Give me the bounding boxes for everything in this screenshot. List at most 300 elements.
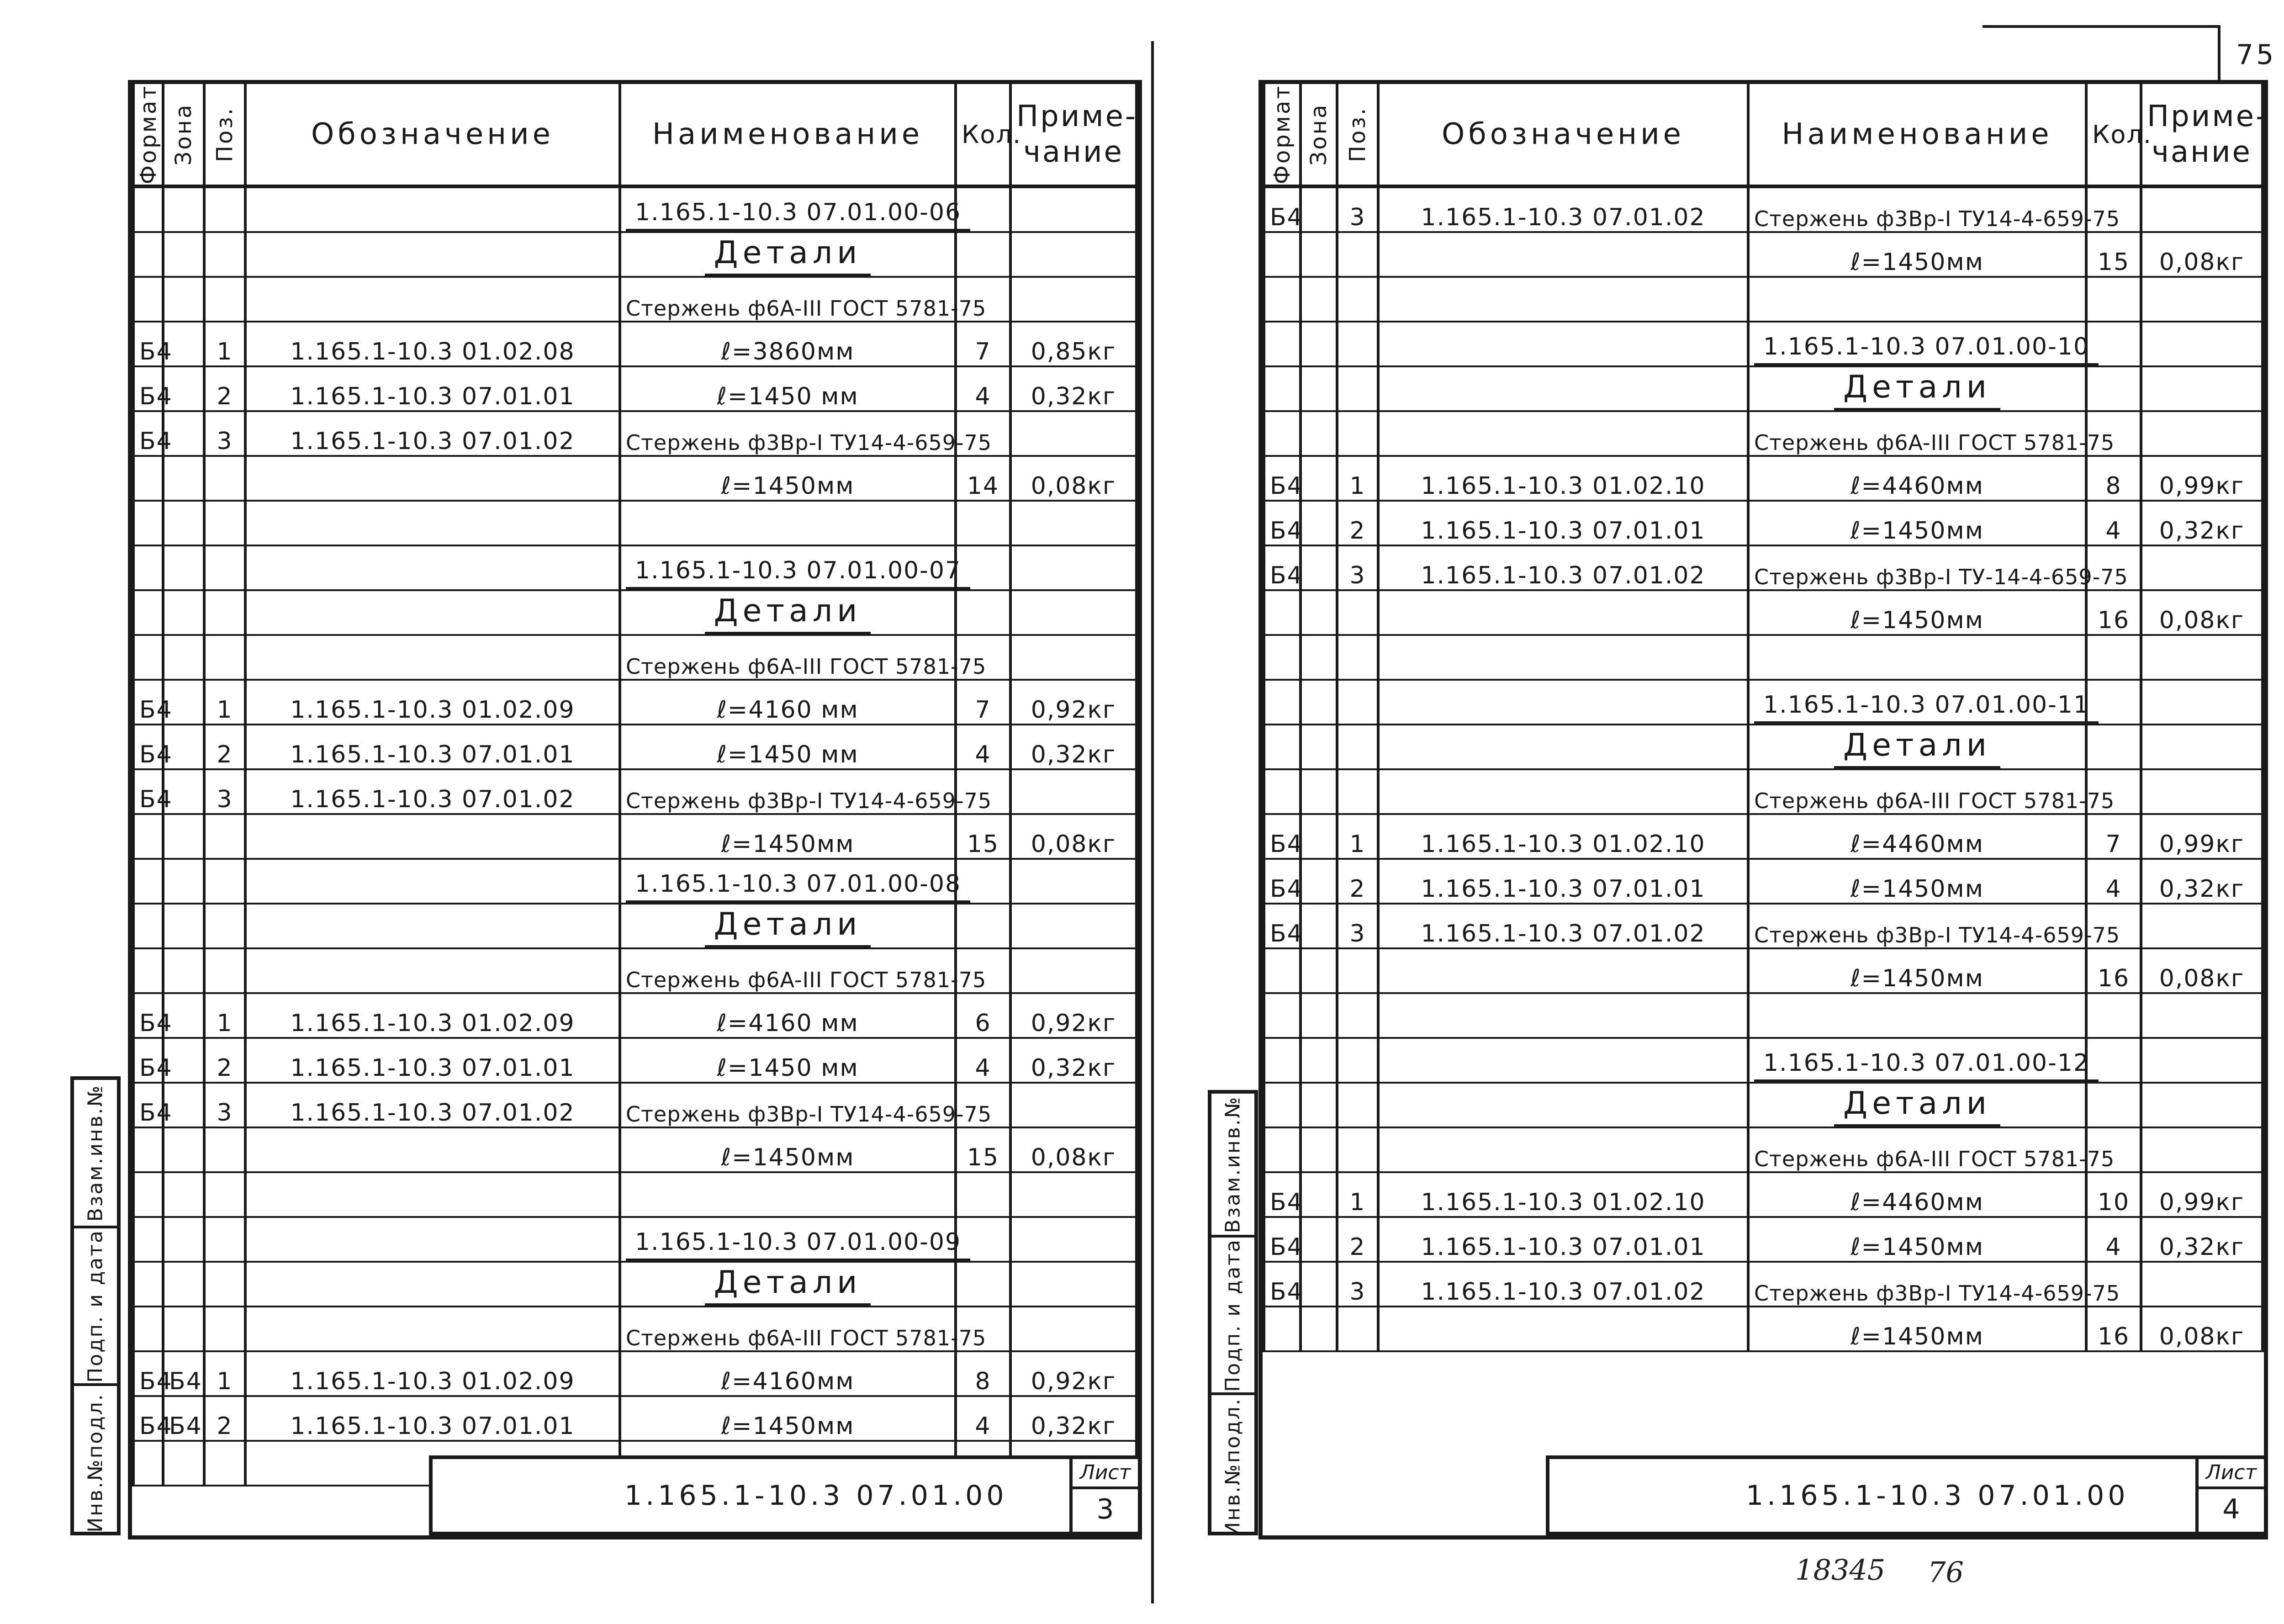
cell-format — [133, 456, 163, 501]
cell-format: Б4 — [1264, 1172, 1301, 1217]
cell — [204, 501, 245, 545]
cell-format: Б4 — [1264, 859, 1301, 904]
left-binding-label-2: Подп. и дата — [84, 1229, 107, 1383]
cell-zone — [1301, 1172, 1337, 1217]
table-row — [1264, 1217, 2263, 1262]
cell-note: 0,32кг — [2141, 501, 2263, 545]
cell-group — [1748, 1038, 2090, 1083]
cell-position: 3 — [204, 1083, 245, 1127]
cell-position: 1 — [204, 680, 245, 725]
cell — [1010, 590, 1137, 635]
section-title: Детали — [705, 235, 871, 276]
cell — [245, 1307, 620, 1351]
cell — [620, 1172, 956, 1217]
cell-note: 0,32кг — [1010, 366, 1137, 411]
cell-format: Б4 — [133, 322, 163, 366]
left-sheet-label: Лист — [1073, 1459, 1138, 1489]
cell — [133, 859, 163, 904]
cell-name: Стержень ф3Вр-I ТУ14-4-659-75 — [1748, 186, 2086, 232]
cell-quantity: 4 — [2086, 859, 2141, 904]
cell — [163, 232, 204, 277]
cell — [1301, 1038, 1337, 1083]
cell-quantity: 6 — [956, 993, 1010, 1038]
cell — [163, 948, 204, 993]
cell — [1378, 277, 1748, 322]
cell-position: 1 — [204, 993, 245, 1038]
cell-name: ℓ=1450мм — [1748, 1217, 2086, 1262]
cell-zone — [1301, 1262, 1337, 1307]
right-binding-strip — [1208, 1090, 1258, 1535]
cell-material: Стержень ф6A-III ГОСТ 5781-75 — [620, 635, 956, 680]
cell — [163, 904, 204, 948]
cell — [1010, 545, 1137, 590]
handwritten-mark: 76 — [1928, 1555, 1964, 1589]
cell-format: Б4 — [133, 1396, 163, 1441]
cell-quantity: 4 — [956, 366, 1010, 411]
cell — [133, 1307, 163, 1351]
cell-note — [2141, 186, 2263, 232]
cell — [2141, 277, 2263, 322]
cell — [1264, 277, 1301, 322]
cell — [1337, 1127, 1378, 1172]
cell-note — [1010, 769, 1137, 814]
header-note: Приме- чание — [1010, 84, 1137, 186]
table-row — [1264, 814, 2263, 859]
cell-note: 0,32кг — [1010, 1038, 1137, 1083]
table-row — [133, 948, 1137, 993]
cell-section — [1748, 1083, 2086, 1127]
group-designation: 1.165.1-10.3 07.01.00-07 — [626, 557, 970, 589]
header-pos-label: Поз. — [212, 106, 238, 163]
cell — [2086, 366, 2141, 411]
group-designation: 1.165.1-10.3 07.01.00-11 — [1754, 691, 2099, 724]
cell — [1264, 411, 1301, 456]
table-row — [1264, 411, 2263, 456]
cell — [1748, 277, 2086, 322]
cell-quantity: 7 — [956, 322, 1010, 366]
cell-name: ℓ=1450мм — [620, 456, 956, 501]
cell — [1010, 186, 1137, 232]
left-sheet-number: 3 — [1096, 1493, 1114, 1525]
table-row — [1264, 1127, 2263, 1172]
cell-material: Стержень ф6A-III ГОСТ 5781-75 — [1748, 411, 2086, 456]
cell — [245, 635, 620, 680]
cell — [1337, 680, 1378, 725]
table-row — [1264, 545, 2263, 590]
cell — [204, 859, 245, 904]
right-sheet-number: 4 — [2222, 1493, 2240, 1525]
cell-zone — [1301, 456, 1337, 501]
table-row — [1264, 680, 2263, 725]
left-sheet — [84, 80, 1142, 1539]
cell-group — [1748, 322, 2090, 366]
cell-section — [620, 1262, 956, 1307]
cell-note: 0,32кг — [1010, 1396, 1137, 1441]
cell-zone — [1301, 545, 1337, 590]
header-zone — [1301, 84, 1337, 186]
cell — [163, 277, 204, 322]
cell-zone: Б4 — [163, 1351, 204, 1396]
cell-designation: 1.165.1-10.3 01.02.10 — [1378, 1172, 1748, 1217]
cell — [204, 186, 245, 232]
cell-format: Б4 — [133, 993, 163, 1038]
cell — [1337, 277, 1378, 322]
cell-name: ℓ=1450 мм — [620, 725, 956, 769]
cell — [1010, 948, 1137, 993]
cell-note: 0,92кг — [1010, 1351, 1137, 1396]
table-row — [133, 1351, 1137, 1396]
table-row — [133, 232, 1137, 277]
cell — [245, 277, 620, 322]
left-title-code: 1.165.1-10.3 07.01.00 — [624, 1479, 1008, 1512]
cell — [163, 590, 204, 635]
cell — [245, 1172, 620, 1217]
left-binding-strip — [70, 1076, 121, 1535]
cell-designation: 1.165.1-10.3 07.01.02 — [1378, 545, 1748, 590]
cell-name: Стержень ф3Вр-I ТУ14-4-659-75 — [620, 411, 956, 456]
table-row — [1264, 993, 2263, 1038]
cell — [1010, 859, 1137, 904]
cell-position — [1337, 948, 1378, 993]
cell — [1378, 635, 1748, 680]
cell-note: 0,32кг — [2141, 1217, 2263, 1262]
cell — [2141, 993, 2263, 1038]
left-spec-table — [132, 84, 1138, 1486]
cell — [245, 232, 620, 277]
cell-quantity: 10 — [2086, 1172, 2141, 1217]
cell — [204, 590, 245, 635]
cell — [204, 1217, 245, 1262]
cell — [2141, 1127, 2263, 1172]
table-row — [133, 769, 1137, 814]
cell-note: 0,08кг — [1010, 814, 1137, 859]
left-binding-label-3: Взам.инв.№ — [84, 1084, 107, 1222]
table-row — [1264, 232, 2263, 277]
table-row — [1264, 1262, 2263, 1307]
cell-format: Б4 — [133, 1083, 163, 1127]
cell-format — [1264, 232, 1301, 277]
cell-name: ℓ=4160 мм — [620, 993, 956, 1038]
cell-note — [2141, 545, 2263, 590]
table-row — [1264, 186, 2263, 232]
cell-name: ℓ=1450мм — [1748, 948, 2086, 993]
cell-quantity: 4 — [2086, 1217, 2141, 1262]
cell — [2141, 1038, 2263, 1083]
cell-quantity: 15 — [2086, 232, 2141, 277]
cell-format: Б4 — [133, 1351, 163, 1396]
cell-designation: 1.165.1-10.3 07.01.01 — [245, 1038, 620, 1083]
cell-designation: 1.165.1-10.3 01.02.09 — [245, 680, 620, 725]
cell — [204, 1172, 245, 1217]
cell-designation: 1.165.1-10.3 07.01.02 — [245, 411, 620, 456]
cell — [204, 1307, 245, 1351]
cell-note — [2141, 904, 2263, 948]
cell-position: 1 — [204, 322, 245, 366]
cell — [204, 1262, 245, 1307]
header-format — [1264, 84, 1301, 186]
cell-zone — [1301, 948, 1337, 993]
cell-note: 0,85кг — [1010, 322, 1137, 366]
cell — [1264, 635, 1301, 680]
group-designation: 1.165.1-10.3 07.01.00-09 — [626, 1228, 970, 1261]
cell — [204, 232, 245, 277]
cell — [245, 545, 620, 590]
cell — [133, 635, 163, 680]
cell — [1748, 635, 2086, 680]
cell-position: 2 — [1337, 859, 1378, 904]
cell-position: 2 — [204, 725, 245, 769]
cell-quantity: 4 — [956, 1038, 1010, 1083]
cell-quantity: 8 — [2086, 456, 2141, 501]
cell-name: Стержень ф3Вр-I ТУ-14-4-659-75 — [1748, 545, 2086, 590]
cell — [1337, 725, 1378, 769]
cell-quantity: 7 — [2086, 814, 2141, 859]
table-row — [133, 859, 1137, 904]
cell-designation — [1378, 1307, 1748, 1351]
cell — [1378, 680, 1748, 725]
cell — [1378, 1038, 1748, 1083]
cell-position: 1 — [1337, 1172, 1378, 1217]
table-row — [133, 1217, 1137, 1262]
table-row — [1264, 769, 2263, 814]
cell-format: Б4 — [133, 1038, 163, 1083]
cell — [1264, 769, 1301, 814]
cell-quantity: 15 — [956, 1127, 1010, 1172]
cell — [1378, 725, 1748, 769]
cell — [133, 904, 163, 948]
cell-name: ℓ=3860мм — [620, 322, 956, 366]
cell — [1264, 680, 1301, 725]
cell-material: Стержень ф6A-III ГОСТ 5781-75 — [620, 1307, 956, 1351]
cell-note: 0,08кг — [2141, 590, 2263, 635]
cell-zone — [1301, 232, 1337, 277]
cell-material: Стержень ф6A-III ГОСТ 5781-75 — [1748, 769, 2086, 814]
table-row — [133, 545, 1137, 590]
cell — [163, 859, 204, 904]
right-binding-label-3: Взам.инв.№ — [1221, 1095, 1245, 1233]
cell-note: 0,99кг — [2141, 1172, 2263, 1217]
cell-position — [204, 814, 245, 859]
cell-format: Б4 — [133, 411, 163, 456]
right-title-code: 1.165.1-10.3 07.01.00 — [1746, 1479, 2129, 1512]
header-row — [1264, 84, 2263, 186]
cell — [133, 1441, 163, 1486]
section-title: Детали — [1834, 727, 2000, 768]
cell — [1378, 1127, 1748, 1172]
cell — [1301, 769, 1337, 814]
cell-zone — [1301, 859, 1337, 904]
cell-zone — [1301, 1307, 1337, 1351]
cell-quantity: 14 — [956, 456, 1010, 501]
cell-name: Стержень ф3Вр-I ТУ14-4-659-75 — [620, 769, 956, 814]
cell-format: Б4 — [1264, 545, 1301, 590]
cell-designation: 1.165.1-10.3 07.01.02 — [1378, 904, 1748, 948]
cell-format: Б4 — [133, 769, 163, 814]
cell-format: Б4 — [133, 680, 163, 725]
cell-quantity: 15 — [956, 814, 1010, 859]
cell — [245, 186, 620, 232]
cell — [620, 501, 956, 545]
cell-note: 0,08кг — [1010, 456, 1137, 501]
cell-position: 2 — [204, 1396, 245, 1441]
cell-position: 1 — [1337, 456, 1378, 501]
cell-section — [620, 904, 956, 948]
group-designation: 1.165.1-10.3 07.01.00-12 — [1754, 1049, 2099, 1082]
cell — [956, 1262, 1010, 1307]
cell-section — [620, 232, 956, 277]
table-row — [133, 411, 1137, 456]
cell — [1378, 411, 1748, 456]
cell-zone — [1301, 590, 1337, 635]
cell-format — [1264, 1307, 1301, 1351]
cell-position: 3 — [1337, 1262, 1378, 1307]
table-row — [133, 366, 1137, 411]
cell-position: 2 — [1337, 1217, 1378, 1262]
cell — [2141, 725, 2263, 769]
cell — [245, 501, 620, 545]
cell-position — [1337, 1307, 1378, 1351]
cell-designation — [1378, 232, 1748, 277]
table-row — [1264, 322, 2263, 366]
section-title: Детали — [1834, 369, 2000, 410]
cell-designation: 1.165.1-10.3 01.02.10 — [1378, 814, 1748, 859]
cell-section — [1748, 366, 2086, 411]
cell-position: 1 — [1337, 814, 1378, 859]
cell-name: Стержень ф3Вр-I ТУ14-4-659-75 — [620, 1083, 956, 1127]
cell — [1010, 904, 1137, 948]
cell — [1264, 1127, 1301, 1172]
cell-name: ℓ=4460мм — [1748, 814, 2086, 859]
cell-format: Б4 — [1264, 186, 1301, 232]
table-row — [133, 635, 1137, 680]
cell-quantity: 16 — [2086, 590, 2141, 635]
cell-designation: 1.165.1-10.3 07.01.02 — [245, 1083, 620, 1127]
header-row — [133, 84, 1137, 186]
table-row — [1264, 635, 2263, 680]
cell-designation: 1.165.1-10.3 07.01.01 — [245, 366, 620, 411]
cell-name: ℓ=1450мм — [1748, 501, 2086, 545]
cell — [1264, 993, 1301, 1038]
table-row — [133, 590, 1137, 635]
cell — [2141, 322, 2263, 366]
cell — [956, 590, 1010, 635]
cell — [245, 1262, 620, 1307]
cell — [133, 186, 163, 232]
cell — [1378, 769, 1748, 814]
cell-zone — [1301, 186, 1337, 232]
cell-name: ℓ=1450мм — [620, 1396, 956, 1441]
table-row — [1264, 277, 2263, 322]
header-designation: Обозначение — [245, 84, 620, 186]
cell — [245, 904, 620, 948]
cell-group — [1748, 680, 2090, 725]
cell-zone — [1301, 814, 1337, 859]
cell — [2141, 635, 2263, 680]
table-row — [133, 680, 1137, 725]
cell — [1264, 1038, 1301, 1083]
cell-zone — [1301, 904, 1337, 948]
table-row — [1264, 859, 2263, 904]
cell-format: Б4 — [1264, 456, 1301, 501]
cell — [1337, 769, 1378, 814]
header-qty: Кол. — [2086, 84, 2141, 186]
cell-quantity: 4 — [956, 725, 1010, 769]
cell-designation — [245, 814, 620, 859]
cell-position: 2 — [204, 366, 245, 411]
cell-position — [1337, 590, 1378, 635]
cell — [2141, 366, 2263, 411]
cell-format — [1264, 590, 1301, 635]
table-row — [133, 814, 1137, 859]
cell — [245, 948, 620, 993]
right-binding-label-2: Подп. и дата — [1221, 1238, 1245, 1392]
cell — [204, 948, 245, 993]
cell-zone — [163, 1127, 204, 1172]
cell — [133, 501, 163, 545]
right-title-block — [1546, 1455, 2268, 1535]
group-designation: 1.165.1-10.3 07.01.00-06 — [626, 199, 970, 231]
cell — [1337, 411, 1378, 456]
cell-format: Б4 — [1264, 1217, 1301, 1262]
group-designation: 1.165.1-10.3 07.01.00-08 — [626, 870, 970, 903]
cell — [2086, 1083, 2141, 1127]
table-row — [133, 1127, 1137, 1172]
cell-designation: 1.165.1-10.3 07.01.01 — [1378, 501, 1748, 545]
cell-designation — [1378, 590, 1748, 635]
cell — [1337, 993, 1378, 1038]
cell-note: 0,08кг — [1010, 1127, 1137, 1172]
cell — [2086, 635, 2141, 680]
cell-name: ℓ=1450 мм — [620, 1038, 956, 1083]
cell-name: ℓ=1450мм — [1748, 590, 2086, 635]
cell — [1378, 322, 1748, 366]
table-row — [1264, 1307, 2263, 1351]
cell — [133, 1172, 163, 1217]
cell — [245, 590, 620, 635]
cell — [1337, 1038, 1378, 1083]
cell-designation — [245, 456, 620, 501]
cell — [245, 859, 620, 904]
cell-designation — [245, 1127, 620, 1172]
cell-name: ℓ=1450мм — [1748, 1307, 2086, 1351]
table-row — [133, 725, 1137, 769]
section-title: Детали — [1834, 1085, 2000, 1127]
cell-name: ℓ=4160 мм — [620, 680, 956, 725]
cell — [1378, 993, 1748, 1038]
cell-format: Б4 — [1264, 814, 1301, 859]
cell — [1337, 635, 1378, 680]
cell — [1378, 1083, 1748, 1127]
cell-position — [1337, 232, 1378, 277]
cell-quantity: 16 — [2086, 948, 2141, 993]
cell-designation: 1.165.1-10.3 01.02.09 — [245, 993, 620, 1038]
cell-note: 0,08кг — [2141, 1307, 2263, 1351]
header-format — [133, 84, 163, 186]
cell — [204, 545, 245, 590]
cell-name: Стержень ф3Вр-I ТУ14-4-659-75 — [1748, 1262, 2086, 1307]
header-name: Наименование — [1748, 84, 2086, 186]
cell — [163, 1262, 204, 1307]
cell-designation: 1.165.1-10.3 01.02.10 — [1378, 456, 1748, 501]
header-zone-label: Зона — [171, 103, 196, 166]
header-zone — [163, 84, 204, 186]
cell-quantity: 8 — [956, 1351, 1010, 1396]
top-corner-tick — [2218, 25, 2221, 82]
spine-line — [1151, 41, 1154, 1603]
cell — [1337, 366, 1378, 411]
cell-note: 0,08кг — [2141, 948, 2263, 993]
cell — [245, 1217, 620, 1262]
